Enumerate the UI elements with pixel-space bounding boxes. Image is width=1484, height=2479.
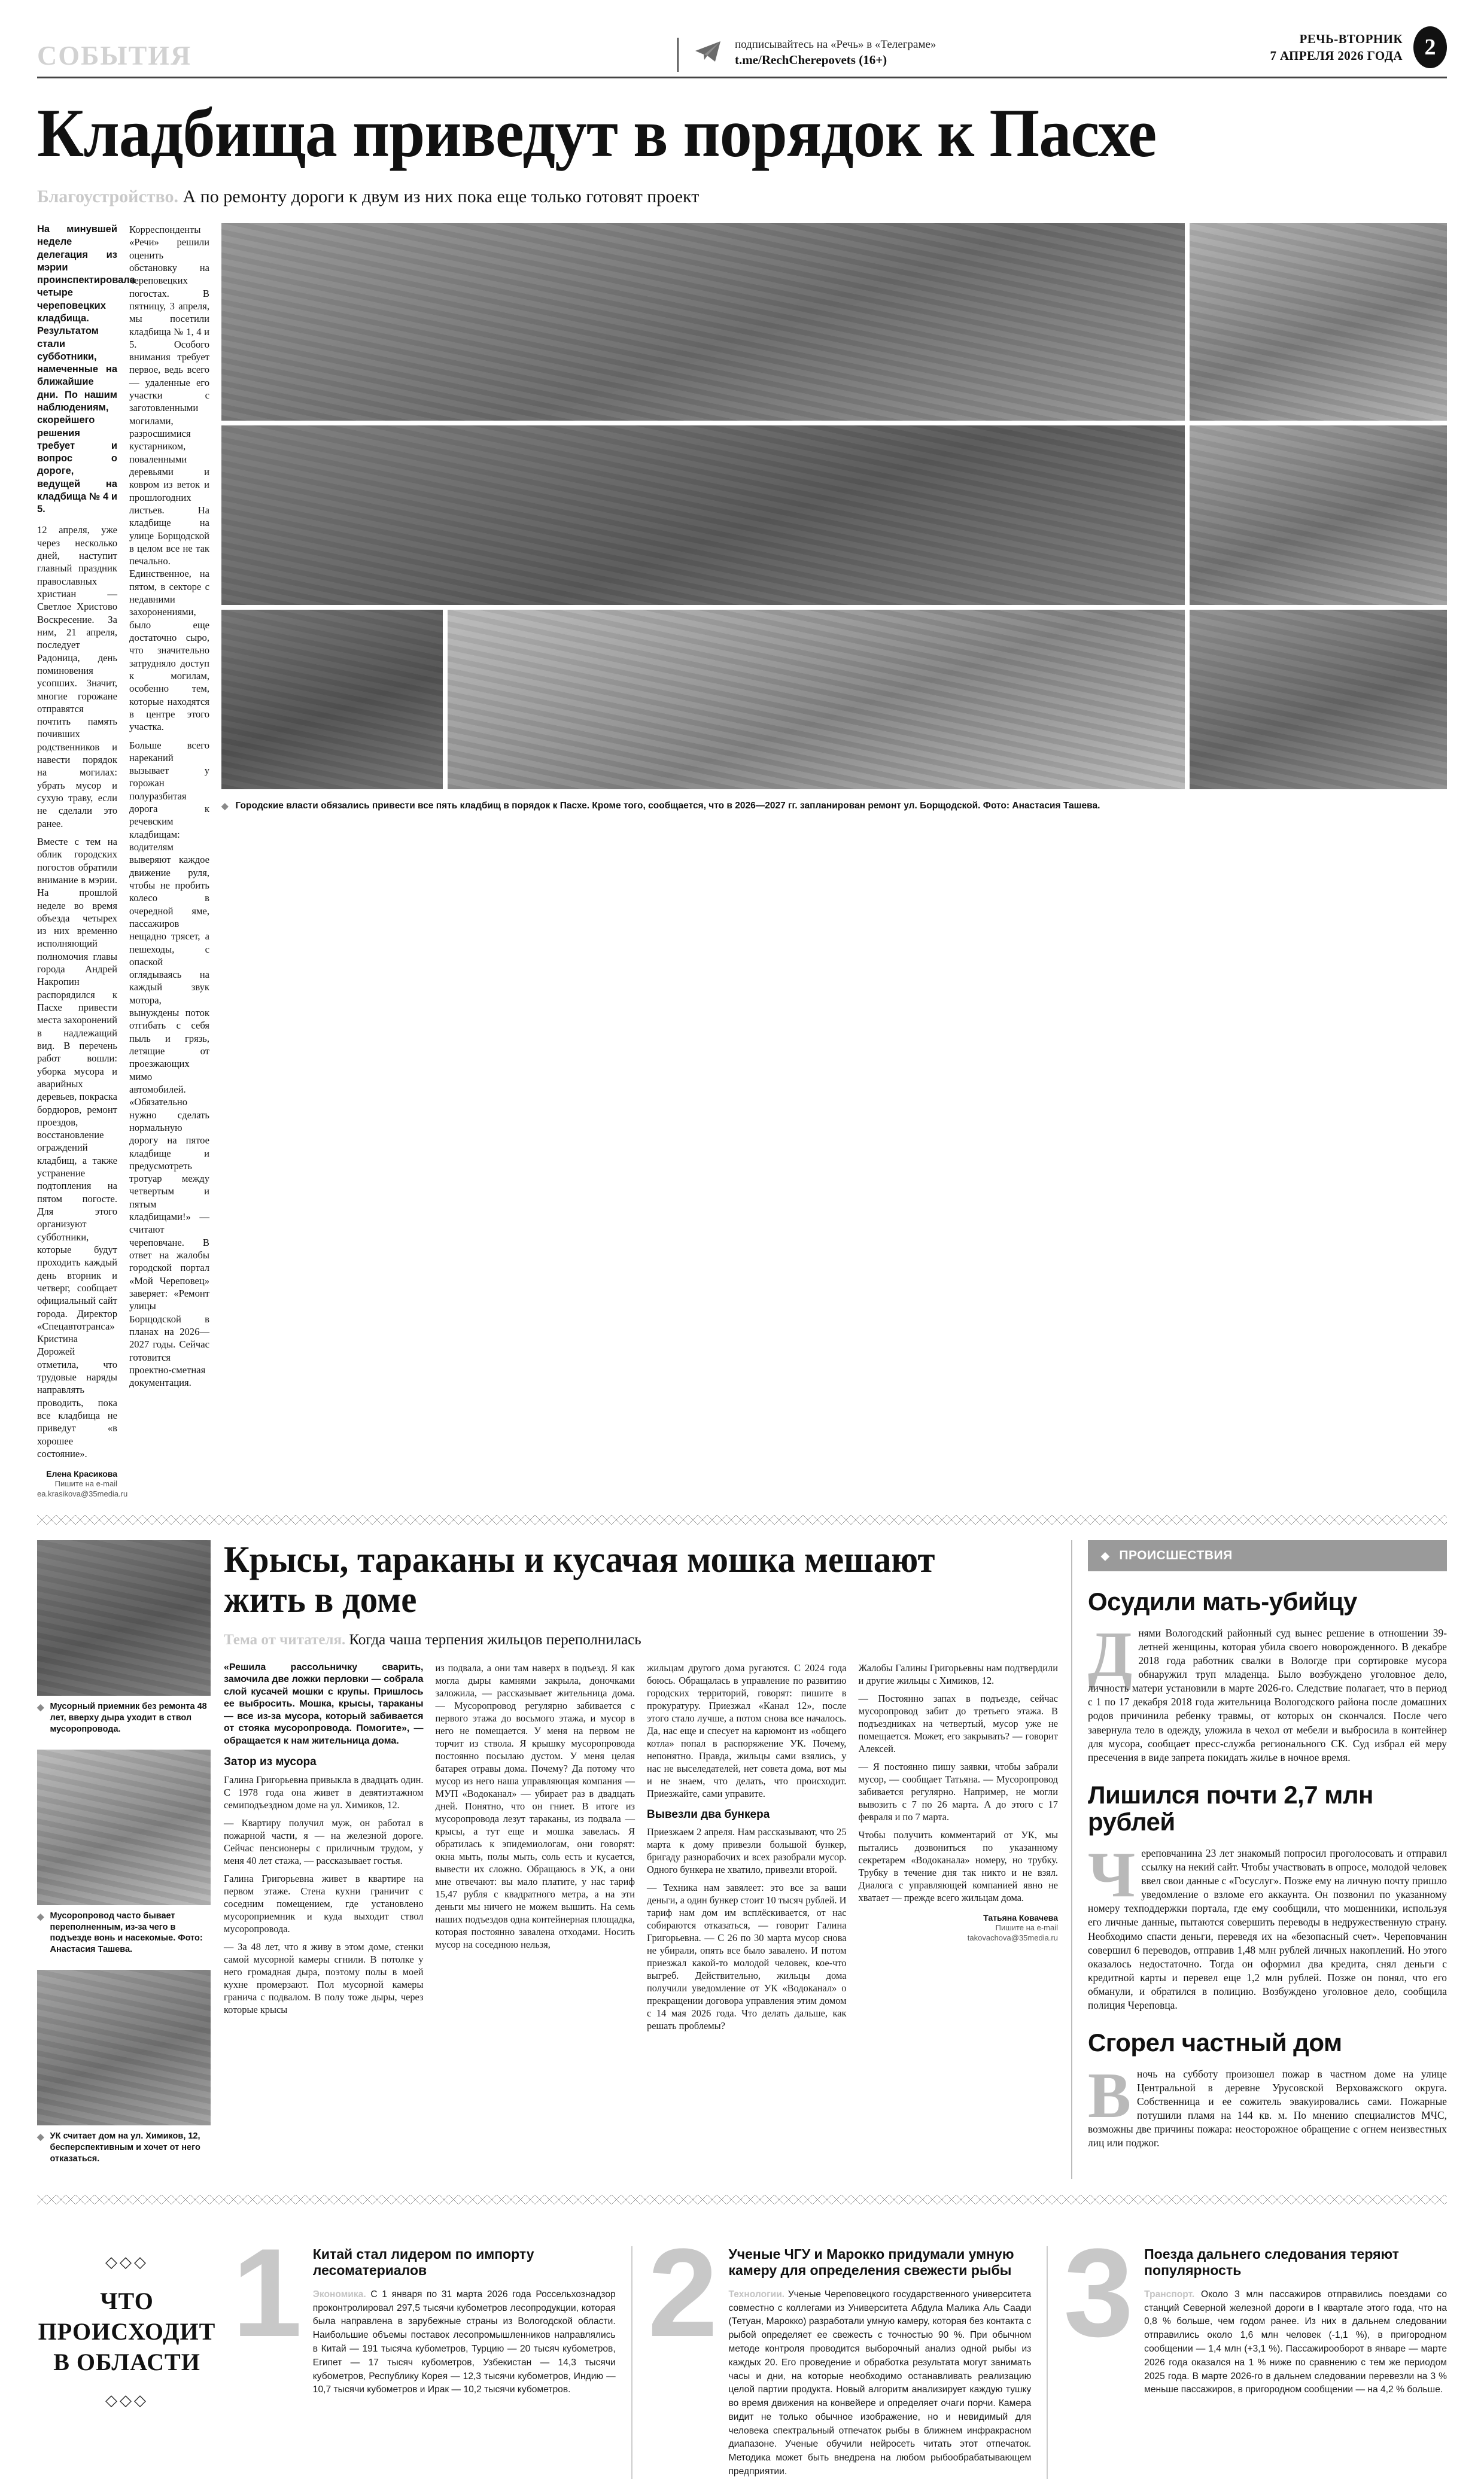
region-logo-line-3: В ОБЛАСТИ [53,2349,200,2376]
region-item-body [728,2288,1031,2479]
lead-standfirst: На минувшей неделе делегация из мэрии проинспектировала четыре череповецких кладбища. Результатом стали субботники, намеченные на ближайшие дни. По нашим наблюдениям, скорейшего решения требует и вопрос о дороге, ведущей на кладбища № 4 и 5. [37,224,135,515]
paragraph: Жалобы Галины Григорьевны нам подтвердили и другие жильцы с Химиков, 12. [858,1662,1058,1686]
byline-email[interactable]: takovachova@35media.ru [967,1933,1058,1942]
incidents-section-bar [1088,1540,1447,1571]
story2-headline: Крысы, тараканы и кусачая мошка мешают жить в доме [224,1540,935,1620]
paragraph: жильцам другого дома ругаются. С 2024 года боюсь. Обращалась в управление по развитию городских территорий, говорят: пишите в прокуратуру. Приезжал «Канал 12», после этого стало лучше, а потом снова все началось. Да, нас еще и спесует на карюмонт из «общего котла» попал в распоряжение УК. Почему, непонятно. Правда, жильцы сами взялись, у нас не выселедателей, нет совета дома, вот мы и не знаем, что делать, что происходит. Приезжайте, сами управите. [647,1662,847,1799]
lead-column-2 [129,223,209,1499]
story2-column-1 [224,1662,424,2032]
paragraph: — Техника нам завялеет: это все за ваши деньги, а один бункер стоит 10 тысяч рублей. И тариф нам дом им всплёскивается, от нас собираются отказаться, — говорит Галина Григорьевна. — С 26 по 30 марта мусор снова не убирали, опять все было завалено. И потом приезжал какой-то молодой человек, кое-что выгреб. Действительно, жильцы дома получили уведомление от УК «Водоканал» о прекращении договора управления этим домом с 14 мая 2026 года. Что делать дальше, как решать проблемы? [647,1882,847,2032]
photo-fence-damage [1190,610,1447,789]
region-logo-line-2: ПРОИСХОДИТ [38,2317,216,2345]
paragraph: 12 апреля, уже через несколько дней, наступит главный праздник православных христиан — Светлое Христово Воскресение. За ним, 21 апреля, последует Радоница, день поминовения усопших. Значит, многие горожане отправятся почтить память почивших родственников и навести порядок на могилах: убрать мусор и сухую траву, если не сделали это ранее. [37,524,117,829]
lead-subtitle [37,186,1447,208]
region-item-body [1144,2288,1447,2397]
paragraph: Приезжаем 2 апреля. Нам рассказывают, что 25 марта к дому привезли большой бункер, бригаду разнорабочих и всех разобрали мусор. Одного бункера не хватило, привезли второй. [647,1826,847,1876]
paragraph: Вместе с тем на облик городских погостов обратили внимание в мэрии. На прошлой неделе во время объезда четырех из них временно исполняющий полномочия главы города Андрей Накропин распорядился к Пасхе привести места захоронений в надлежащий вид. В перечень работ вошли: уборка мусора и аварийных деревьев, покраска бордюров, ремонт проездов, восстановление ограждений кладбищ, а также устранение подтопления на пятом погосте. Для этого организуют субботники, которые будут проходить каждый день вторник и четверг, сообщает официальный сайт города. Директор «Спецавтотранса» Кристина Дорожей отметила, что трудовые наряды направлять проводить, пока все кладбища не приведут «в хорошее состояние». [37,835,117,1459]
paragraph: Галина Григорьевна привыкла в двадцать один. С 1978 года она живет в девятиэтажном семиподъездном доме на ул. Химиков, 12. [224,1774,424,1811]
story2-columns [224,1662,1058,2032]
diamond-ornament-top: ◇◇◇ [105,2253,148,2271]
paragraph: Корреспонденты «Речи» решили оценить обстановку на череповецких погостах. В пятницу, 3 апреля, мы посетили кладбища № 1, 4 и 5. Особого внимания требует первое, ведь всего — удаленные его участки с заготовленными могилами, разросшимися кустарником, поваленными деревьями и ковром из веток и прошлогодних листьев. На кладбище на улице Борщодской в целом все не так печально. Единственное, на пятом, в секторе с недавними захоронениями, было еще достаточно сыро, что значительно затрудняло доступ к могилам, особенно тем, которые находятся в центре этого участка. [129,224,209,733]
page-number: 2 [1413,26,1447,68]
dropcap: Д [1088,1619,1133,1690]
photo-forest-road [1190,425,1447,605]
lead-headline: Кладбища приведут в порядок к Пасхе [37,95,1157,172]
story2-photo-column [37,1540,211,2179]
region-item-title: Китай стал лидером по импорту лесоматериалов [312,2246,534,2278]
caption-text: Мусорный приемник без ремонта 48 лет, вверху дыра уходит в ствол мусоропровода. [50,1702,207,1734]
byline-note: Пишите на e-mail [54,1479,117,1489]
story2-column-4 [859,1662,1059,2032]
photo-cemetery-container [221,223,1185,421]
second-block [37,1540,1447,2179]
diamond-icon: ◆ [37,2132,44,2143]
diamond-icon: ◆ [221,801,229,811]
byline-note: Пишите на e-mail [995,1923,1058,1933]
photo-garbage-chute [37,1750,211,1905]
paper-name: РЕЧЬ-ВТОРНИК [1299,31,1403,46]
story2-column-3 [647,1662,847,2032]
region-item-number: 3 [1063,2222,1134,2363]
incident-headline-2: Лишился почти 2,7 млн рублей [1088,1781,1373,1836]
paragraph: Больше всего нареканий вызывает у горожан полуразбитая дорога к речевским кладбищам: водителям выверяют каждое движение руля, чтобы не пробить колесо в очередной яме, пассажиров нещадно трясет, а пешеходы, с опаской оглядываясь на каждый звук мотора, вынуждены поток отгибать с себя пыль и грязь, летящие от проезжающих мимо автомобилей. «Обязательно нужно сделать нормальную дорогу на пятое кладбище и предусмотреть тротуар между четвертым и пятым кладбищами!» — считают череповчане. В ответ на жалобы городской портал «Мой Череповец» заверяет: «Ремонт улицы Борщодской в планах на 2026—2027 годы. Сейчас готовится проектно-сметная документация. [129,739,209,1389]
paragraph: — Квартиру получил муж, он работал в пожарной части, я — на железной дороге. Сейчас пенсионеры с приличным трудом, у меня 40 лет стажа, — рассказывает гостья. [224,1817,424,1866]
photo-with-caption [37,1750,211,1955]
telegram-line-1: подписывайтесь на «Речь» в «Телеграме» [735,38,936,51]
incidents-sidebar [1071,1540,1447,2179]
diamond-icon: ◆ [37,1702,44,1713]
masthead-rule [37,77,1447,78]
telegram-handle[interactable]: t.me/RechCherepovets (16+) [735,53,887,68]
lead-subtitle-text: А по ремонту дороги к двум из них пока еще только готовят проект [183,187,700,206]
photo-graves-wet [448,610,1185,789]
byline-name: Елена Красикова [46,1469,117,1479]
story2-subtitle [224,1632,1058,1648]
masthead [37,0,1447,72]
photo-with-caption [37,1970,211,2165]
region-item-1 [232,2220,616,2479]
photo-row-3 [221,610,1447,789]
paragraph: Галина Григорьевна живет в квартире на первом этаже. Стена кухни граничит с соседним помещением, где установлено мусороприемник и куда выходит ствол мусоропровода. [224,1872,424,1934]
lead-photo-caption-text: Городские власти обязались привести все пять кладбищ в порядок к Пасхе. Кроме того, сообщается, что в 2026—2027 гг. запланирован ремонт ул. Борщодской. Фото: Анастасия Ташева. [235,801,1100,811]
telegram-promo[interactable] [677,38,981,72]
section-divider [37,2195,1447,2204]
photo-with-caption [37,1540,211,1735]
region-item-number: 1 [232,2222,302,2363]
incident-text: ночь на субботу произошел пожар в частном доме на улице Центральной в деревне Урусовской Верховажского округа. Собственница и ее сожитель эвакуировались сами. Пожарные потушили пламя на 144 кв. м. По мнению специалистов МЧС, возможны две причины пожара: неосторожное обращение с огнем неизвестных лиц или поджог. [1088,2067,1447,2149]
incident-body-3 [1088,2060,1447,2151]
issue-date: 7 АПРЕЛЯ 2026 ГОДА [1270,48,1403,63]
story2 [224,1540,1058,2179]
region-item-title: Ученые ЧГУ и Марокко придумали умную камеру для определения свежести рыбы [728,2246,1014,2278]
section-kicker: СОБЫТИЯ [37,40,192,71]
dropcap: В [1088,2060,1132,2131]
region-strip [37,2220,1447,2479]
masthead-right [1270,26,1447,72]
region-logo-line-1: ЧТО [100,2287,154,2314]
lead-column-1-body [37,524,117,1460]
region-item-title: Поезда дальнего следования теряют популярность [1144,2246,1399,2278]
story2-rubric: Тема от читателя. [224,1631,346,1648]
lead-grid [37,223,1447,1499]
caption-text: Мусоропровод часто бывает переполненным, из-за чего в подъезде вонь и насекомые. Фото: Анастасия Ташева. [50,1911,203,1955]
region-item-number: 2 [647,2222,718,2363]
incident-body-2 [1088,1839,1447,2013]
region-divider [631,2246,632,2479]
story2-column-2 [436,1662,635,2032]
paragraph: — Постоянно запах в подъезде, сейчас мусоропровод забит до третьего этажа. В подъездниках на четвертый, мусор уже не помещается. Может, его закрывать? — говорит Алексей. [858,1692,1058,1754]
photo-document-hands [37,1970,211,2125]
telegram-icon [694,39,722,66]
photo-worker-bins [221,610,443,789]
incident-body-1 [1088,1619,1447,1765]
issue-info [1270,31,1403,65]
photo-row-1 [221,223,1447,421]
region-item-text: Ученые Череповецкого государственного университета совместно с коллегами из Университета Абдула Малика Аль Саади (Тетуан, Марокко) разработали умную камеру, которая без контакта с рыбой определяет ее свежесть с точностью 90 %. При обычном методе контроля проводится выборочный анализ одной рыбы из каждых 20. Его проведение и обработка результата могут занимать часы и дни, на которые необходимо останавливать реализацию целой партии продукта. Новый алгоритм анализирует каждую тушку во время движения на конвейере и определяет очаги порчи. Камера видит не только обычное изображение, но и невидимый для человека спектральный отпечаток рыбы в ближнем инфракрасном диапазоне. Ученые обучили нейросеть читать этот отпечаток. Методика может быть внедрена на любом рыбообрабатывающем предприятии. [728,2289,1032,2477]
region-item-rubric: Транспорт. [1144,2289,1195,2299]
lead-column-1 [37,223,135,1499]
section-divider [37,1515,1447,1525]
pull-quote: «Решила рассольничку сварить, замочила две ложки перловки — собрала слой кусачей мошки с крупы. Пришлось ее выбросить. Мошка, крысы, тараканы — все из-за мусора, который забивается от стояка мусоропровода. Помогите», — обращается к нам жительница дома. [224,1662,424,1746]
diamond-icon: ◆ [37,1911,44,1922]
region-item-3 [1063,2220,1447,2479]
story2-subhead-2: Вывезли два бункера [647,1808,770,1821]
byline-name: Татьяна Ковачева [983,1912,1058,1923]
region-item-text: Около 3 млн пассажиров отправились поездами со станций Северной железной дороги в I квартале этого года, что на 0,8 % больше, чем годом ранее. Из них в дальнем следовании отправились около 1,6 млн человек (-1,1 %), в пригородном сообщении — 1,4 млн (+3,1 %). Пассажирооборот в январе — марте 2026 года оказался на 1 % ниже по сравнению с тем же периодом 2025 года. В марте 2026-го в дальнем следовании перевезли на 3 % меньше пассажиров, в пригородном сообщении — на 4,2 % больше. [1144,2289,1447,2395]
region-logo [37,2220,217,2479]
lead-byline [37,1468,128,1499]
story2-subhead-1: Затор из мусора [224,1756,317,1769]
lead-rubric: Благоустройство. [37,187,179,206]
paragraph: из подвала, а они там наверх в подъезд. Я как могла дыры камнями закрыла, доночками заложила, — рассказывает жительница дома. — Мусоропровод регулярно забивается с первого этажа до восьмого этажа, и мусор в него не помещается. У меня на первом не торчит из ствола. Я крышку мусоропровода постоянно посылаю дустом. У меня целая батарея отравы дома. Почему? Да потому что мусор из него наша управляющая компания — МУП «Водоканал» — убирает раз в двадцать дней. Понятно, что он гниет. В итоге из мусоропровода лезут тараканы, из подвала — крысы, а тут еще и мошка завелась. Я обратилась к эпидемиологам, они говорят: окна мыть, полы мыть, соль есть и кусается, вывести их сложно. Обращаюсь в УК, а они мне отвечают: вы мало платите, у нас тариф 15,47 рубля с квадратного метра, а на эти деньги мы ничего не можем вышить. На семь наших подъездов одна контейнерная площадка, которая постоянно завалена отходами. Носить мусор на соседнюю нельзя, [435,1662,635,1950]
incident-text: ереповчанина 23 лет знакомый попросил проголосовать и отправил ссылку на некий сайт. Чтобы участвовать в опросе, молодой человек ввел свои данные с «Госуслуг». Позже ему на личную почту пришло уведомление о взломе его аккаунта. Он позвонил по указанному номеру техподдержки портала, где ему сообщили, что мошенники, используя его личные данные, пытаются совершить переводы в недружественную страну. Необходимо спасти деньги, переведя их на «безопасный счет». Череповчанин совершил 6 переводов, отправив 1,48 млн рублей личных накоплений. Но этого оказалось недостаточно. Тогда он оформил два кредита, снял деньги с кредитной карты и перевел еще 1,2 млн рублей. Позже он понял, что его обманули, и обратился в полицию. Возбуждено уголовное дело, сообщила полиция Череповца. [1088,1847,1447,2012]
photo-road-cars [1190,223,1447,421]
dropcap: Ч [1088,1839,1136,1911]
incident-text: нями Вологодский районный суд вынес решение в отношении 39-летней женщины, которая убила своего новорожденного. В декабре 2018 года работник свалки в Вологде при сортировке мусора обнаружил труп младенца. Было возбуждено уголовное дело, личность матери установили в марте 2026-го. Следствие полагает, что в период с 1 по 17 декабря 2018 года жительница Вологодского района после домашних родов причинила ребенку травмы, от которых он скончался. После чего завернула тело в одежду, уложила в чехол от мебели и выбросила в контейнер для мусора, сообщает пресс-служба регионального СК. Суд избрал ей меру пресечения в виде запрета покидать жилье в ночное время. [1088,1626,1447,1763]
region-item-rubric: Экономика. [312,2289,366,2299]
region-item-rubric: Технологии. [728,2289,785,2299]
photo-row-2 [221,425,1447,605]
region-item-2 [648,2220,1032,2479]
caption [37,1911,211,1955]
lead-photo-collage [221,223,1447,1499]
story2-subtitle-text: Когда чаша терпения жильцов переполнилась [349,1631,641,1648]
caption [37,1701,211,1735]
photo-refuse-receiver [37,1540,211,1696]
story2-byline [859,1912,1059,1943]
lead-photo-caption [221,800,1447,812]
photo-broken-crosses [221,425,1185,605]
paragraph: — За 48 лет, что я живу в этом доме, стенки самой мусорной камеры сгнили. В потолке у него громадная дыра, поэтому полы в моей кухне промерзают. Пол мусорной камеры гранича с подвалом. В полу тоже дыры, через которые крысы [224,1940,424,2015]
diamond-icon: ◆ [1101,1550,1110,1562]
region-item-text: С 1 января по 31 марта 2026 года Россельхознадзор проконтролировал 297,5 тысячи кубометров лесопродукции, которая была направлена в зарубежные страны из Вологодской области. Наибольшие объемы поставок лесопромышленников направлялись в Китай — 191 тысяча кубометров, Турцию — 20 тысяч кубометров, Египет — 17 тысяч кубометров, Узбекистан — 14,3 тысячи кубометров, Республику Корея — 12,3 тысячи кубометров, Индию — 10,7 тысячи кубометров и Ирак — 10,2 тысячи кубометров. [312,2289,616,2395]
incident-headline-3: Сгорел частный дом [1088,2028,1342,2057]
byline-email[interactable]: ea.krasikova@35media.ru [37,1489,128,1499]
caption-text: УК считает дом на ул. Химиков, 12, бесперспективным и хочет от него отказаться. [50,2131,200,2164]
region-item-body [313,2288,616,2397]
diamond-ornament-bottom: ◇◇◇ [105,2392,148,2410]
paragraph: Чтобы получить комментарий от УК, мы пытались дозвониться по указанному секретарем «Водоканала» номеру, но трубку. Трубку в течение дня так никто и не взял. Диалога с управляющей компанией явно не хватает — прежде всего жильцам дома. [858,1829,1058,1903]
paragraph: — Я постоянно пишу заявки, чтобы забрали мусор, — сообщает Татьяна. — Мусоропровод забивается регулярно. Например, не могли вывозить с 7 по 26 марта. А до этого с 17 февраля и по 7 марта. [858,1760,1058,1823]
region-logo-text [37,2286,217,2378]
region-divider [1047,2246,1048,2479]
incident-headline-1: Осудили мать-убийцу [1088,1587,1357,1616]
lead-column-2-body [129,223,209,1389]
incidents-section-label: ПРОИСШЕСТВИЯ [1119,1549,1233,1563]
caption [37,2131,211,2165]
